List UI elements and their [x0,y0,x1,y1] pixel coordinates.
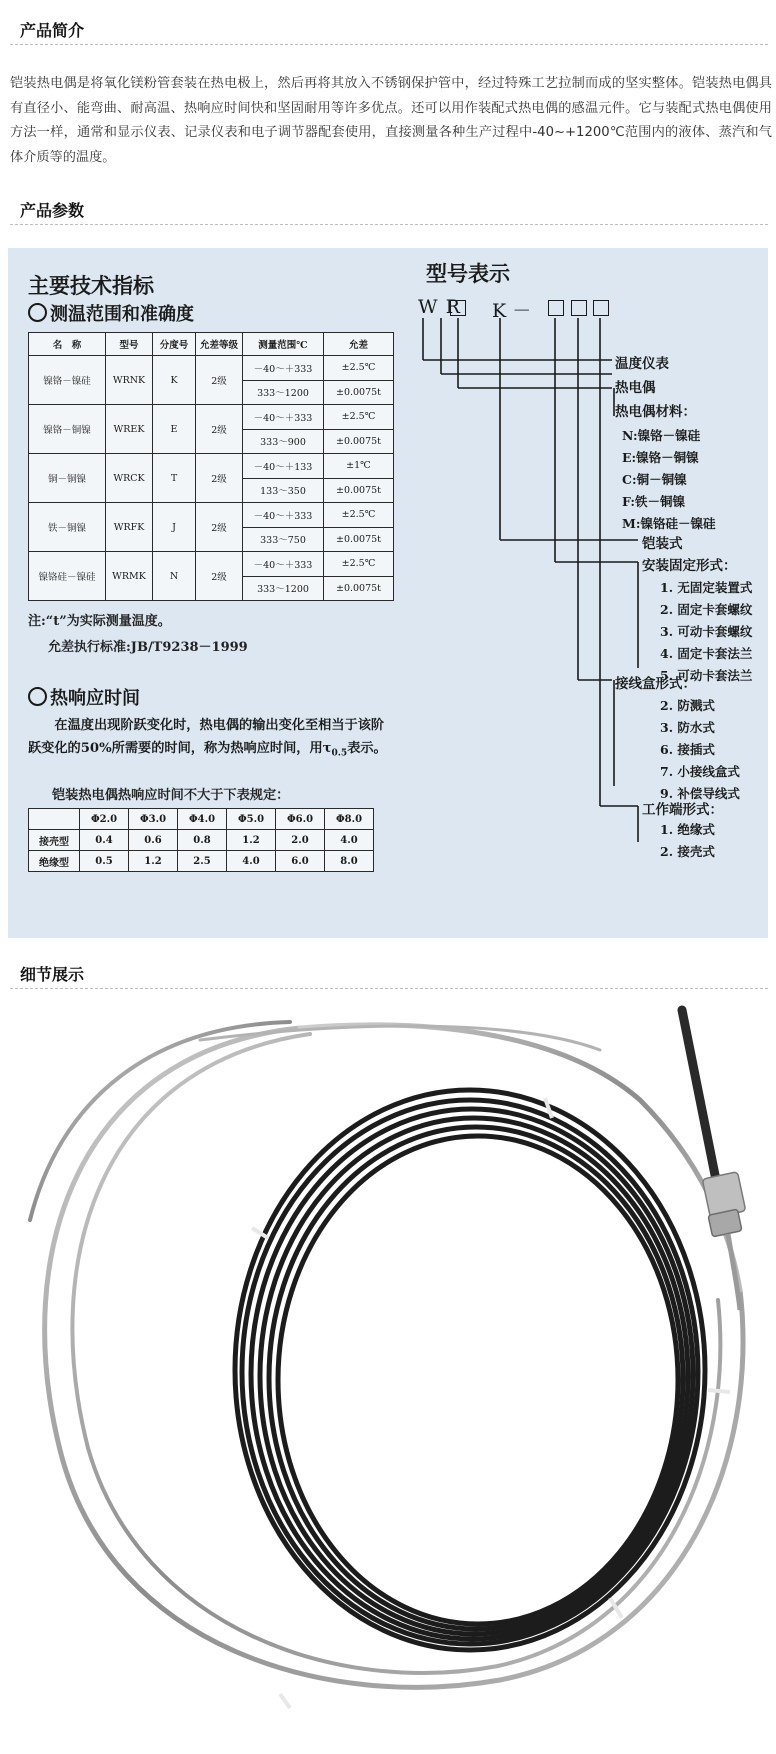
range-accuracy-table [28,332,394,601]
table-cell: 4.0 [227,851,276,872]
header-cell: 测量范围℃ [243,333,324,356]
cell-range: －40～＋333 [243,405,324,430]
header-cell: 名 称 [29,333,106,356]
mount-option: 4. 固定卡套法兰 [660,646,753,661]
model-code-prefix: W R [418,296,461,318]
model-code-middle: K － [492,300,532,322]
cell-range: －40～＋333 [243,503,324,528]
table-header-row [29,333,394,356]
cell-range: －40～＋333 [243,356,324,381]
cell-model: WRFK [106,503,153,552]
header-cell: Φ5.0 [227,809,276,830]
option-mount-label: 安装固定形式： [642,558,737,574]
spec-main-title: 主要技术指标 [28,273,154,298]
mount-option: 5. 可动卡套法兰 [660,668,753,683]
cell-graduation: K [153,356,196,405]
cell-graduation: E [153,405,196,454]
cell-grade: 2级 [196,503,243,552]
table-cell: 2.0 [276,830,325,851]
section-title-detail: 细节展示 [20,965,85,984]
silver-sheath-loops [30,1022,743,1687]
junction-option: 6. 接插式 [660,742,715,757]
cell-tolerance: ±0.0075t [324,380,394,405]
intro-paragraph: 铠装热电偶是将氧化镁粉管套装在热电极上，然后再将其放入不锈钢保护管中，经过特殊工艺拉制而成的坚实整体。铠装热电偶具有直径小、能弯曲、耐高温、热响应时间快和坚固耐用等许多优点。还可以用作装配式热电偶的感温元件。它与装配式热电偶使用方法一样，通常和显示仪表、记录仪表和电子调节器配套使用，直接测量各种生产过程中-40~+1200℃范围内的液体、蒸汽和气体介质等的温度。 [10,76,772,165]
range-title-text: 测温范围和准确度 [50,304,194,325]
range-section-title [28,300,194,326]
table-row [29,454,394,479]
table-cell: 6.0 [276,851,325,872]
table-cell: 8.0 [325,851,374,872]
response-title-text: 热响应时间 [50,688,140,709]
header-cell: Φ6.0 [276,809,325,830]
junction-option: 2. 防溅式 [660,698,715,713]
response-section-title [28,684,140,710]
option-thermocouple: 热电偶 [615,380,656,396]
cell-grade: 2级 [196,356,243,405]
table-row [29,830,374,851]
cell-name: 铜－铜镍 [29,454,106,503]
tip-option: 1. 绝缘式 [660,822,715,837]
section-header-params [10,196,768,225]
cell-model: WREK [106,405,153,454]
circle-bullet-icon [28,303,47,322]
armored-thermocouple-photo [0,990,776,1754]
header-cell: Φ3.0 [129,809,178,830]
junction-option: 7. 小接线盒式 [660,764,740,779]
cell-model: WRCK [106,454,153,503]
header-cell: 型号 [106,333,153,356]
cell-tolerance: ±0.0075t [324,576,394,601]
cell-range: －40～＋133 [243,454,324,479]
cell-grade: 2级 [196,405,243,454]
junction-option: 3. 防水式 [660,720,715,735]
table-row [29,405,394,430]
response-text-b: 表示。 [347,741,387,756]
table-cell: 0.8 [178,830,227,851]
table-cell: 1.2 [227,830,276,851]
cell-range: 333～1200 [243,380,324,405]
header-cell: Φ4.0 [178,809,227,830]
row-label: 接壳型 [29,830,80,851]
table-row [29,552,394,577]
cell-name: 镍铬硅－镍硅 [29,552,106,601]
cell-name: 镍铬－铜镍 [29,405,106,454]
tip-option: 2. 接壳式 [660,844,715,859]
table-cell: 2.5 [178,851,227,872]
option-armored: 铠装式 [642,536,683,552]
header-cell: Φ2.0 [80,809,129,830]
table-cell: 4.0 [325,830,374,851]
cell-model: WRMK [106,552,153,601]
option-material-label: 热电偶材料： [615,404,696,420]
option-junction-label: 接线盒形式： [615,676,696,692]
cell-tolerance: ±2.5℃ [324,552,394,577]
cell-range: 333～900 [243,429,324,454]
material-option: M:镍铬硅－镍硅 [622,516,716,531]
cell-tolerance: ±1℃ [324,454,394,479]
cell-range: 133～350 [243,478,324,503]
circle-bullet-icon [28,687,47,706]
cell-graduation: N [153,552,196,601]
option-temp-instrument: 温度仪表 [615,356,669,372]
table-note: 注:“t”为实际测量温度。 [28,614,171,629]
table-row [29,356,394,381]
table-cell: 0.5 [80,851,129,872]
row-label: 绝缘型 [29,851,80,872]
cell-tolerance: ±0.0075t [324,478,394,503]
header-cell: Φ8.0 [325,809,374,830]
table-cell: 1.2 [129,851,178,872]
material-option: C:铜－铜镍 [622,472,687,487]
model-code-box [571,300,587,316]
cell-range: 333～1200 [243,576,324,601]
cell-tolerance: ±0.0075t [324,429,394,454]
black-cable-coil [235,1090,705,1650]
cell-grade: 2级 [196,454,243,503]
cell-model: WRNK [106,356,153,405]
tolerance-standard: 允差执行标准:JB/T9238－1999 [48,640,248,655]
cell-tolerance: ±2.5℃ [324,405,394,430]
table-row [29,503,394,528]
table-row [29,851,374,872]
response-paragraph [28,714,394,766]
header-cell: 允差 [324,333,394,356]
response-table-intro: 铠装热电偶热响应时间不大于下表规定： [52,788,290,803]
tau-symbol: τ [322,741,332,756]
model-code-box [450,300,466,316]
model-code-box [593,300,609,316]
cell-tolerance: ±2.5℃ [324,356,394,381]
cell-name: 铁－铜镍 [29,503,106,552]
response-text-a: 在温度出现阶跃变化时，热电偶的输出变化至相当于该阶跃变化的50%所需要的时间，称为热响应时间，用 [28,718,385,756]
junction-option: 9. 补偿导线式 [660,786,740,801]
response-time-table [28,808,374,872]
option-tip-label: 工作端形式： [642,802,723,818]
header-cell [29,809,80,830]
spec-scan-image [8,248,768,938]
mount-option: 1. 无固定装置式 [660,580,753,595]
model-title: 型号表示 [426,261,510,286]
section-header-intro [10,16,768,45]
model-code-box [548,300,564,316]
table-cell: 0.4 [80,830,129,851]
section-title-intro: 产品简介 [20,21,85,40]
cell-graduation: T [153,454,196,503]
material-option: F:铁－铜镍 [622,494,686,509]
mount-option: 3. 可动卡套螺纹 [660,624,753,639]
header-cell: 允差等级 [196,333,243,356]
section-header-detail [10,960,768,989]
cell-name: 镍铬－镍硅 [29,356,106,405]
cell-range: －40～＋333 [243,552,324,577]
table-header-row [29,809,374,830]
section-title-params: 产品参数 [20,201,85,220]
material-option: N:镍铬－镍硅 [622,428,701,443]
table-cell: 0.6 [129,830,178,851]
cell-grade: 2级 [196,552,243,601]
tau-subscript: 0.5 [331,748,348,759]
cell-tolerance: ±0.0075t [324,527,394,552]
cell-graduation: J [153,503,196,552]
material-option: E:镍铬－铜镍 [622,450,699,465]
header-cell: 分度号 [153,333,196,356]
mount-option: 2. 固定卡套螺纹 [660,602,753,617]
cell-range: 333～750 [243,527,324,552]
cell-tolerance: ±2.5℃ [324,503,394,528]
